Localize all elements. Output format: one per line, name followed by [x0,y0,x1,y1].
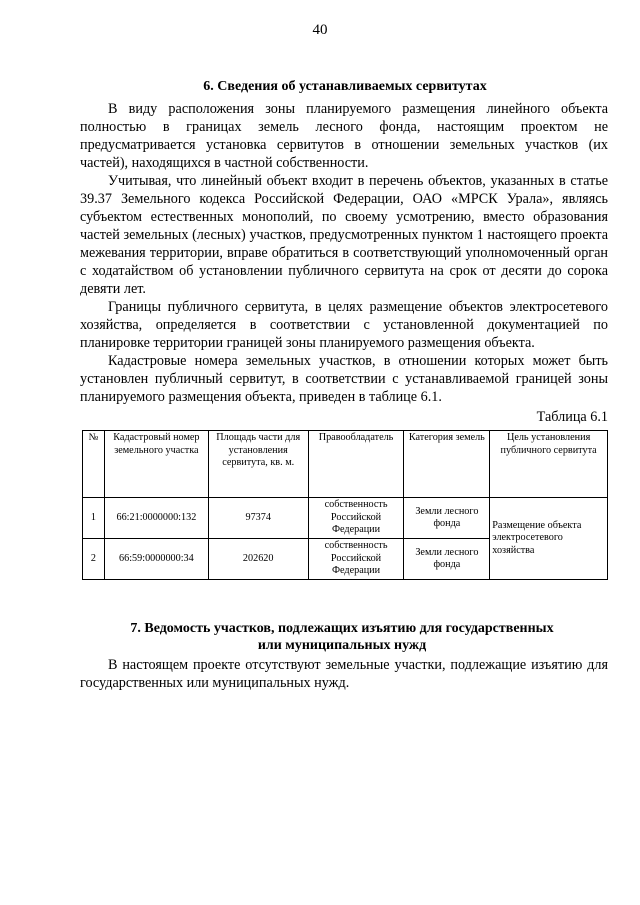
cell-purpose: Размещение объекта электросетевого хозяйства [490,498,608,580]
cell-cadastral: 66:59:0000000:34 [104,539,208,580]
cell-area: 97374 [208,498,308,539]
cell-category: Земли лесного фонда [404,498,490,539]
paragraph: Кадастровые номера земельных участков, в отношении которых может быть установлен публичный сервитут, в соответствии с устанавливаемой границей зоны планируемого размещения объекта, приведен в таблице 6.1. [80,353,608,405]
paragraph: В настоящем проекте отсутствуют земельные участки, подлежащие изъятию для государственных или муниципальных нужд. [80,657,608,691]
section-7-heading [92,620,592,654]
section-7-heading-line1: 7. Ведомость участков, подлежащих изъятию для государственных [130,621,554,636]
header-owner: Правообладатель [308,431,404,498]
header-num: № [83,431,105,498]
cell-area: 202620 [208,539,308,580]
section-7-body [80,656,608,692]
header-category: Категория земель [404,431,490,498]
paragraph: В виду расположения зоны планируемого размещения линейного объекта полностью в границах земель лесного фонда, настоящим проектом не предусматривается установка сервитутов в отношении земельных участков (их частей), находящихся в частной собственности. [80,101,608,171]
cell-cadastral: 66:21:0000000:132 [104,498,208,539]
cell-num: 1 [83,498,105,539]
header-area: Площадь части для установления сервитута, кв. м. [208,431,308,498]
header-cadastral: Кадастровый номер земельного участка [104,431,208,498]
section-6-body [80,100,608,406]
cell-owner: собственность Российской Федерации [308,539,404,580]
cell-num: 2 [83,539,105,580]
paragraph: Учитывая, что линейный объект входит в перечень объектов, указанных в статье 39.37 Земельного кодекса Российской Федерации, ОАО «МРСК Урала», являясь субъектом естественных монополий, по своему усмотрению, вместо образования частей земельных (лесных) участков, предусмотренных пунктом 1 настоящего проекта межевания территории, вправе обратиться в соответствующий уполномоченный орган с ходатайством об установлении публичного сервитута на срок от десяти до сорока девяти лет. [80,173,608,297]
page-number: 40 [312,22,328,38]
cell-owner: собственность Российской Федерации [308,498,404,539]
table-row [83,498,608,539]
header-purpose: Цель установления публичного сервитута [490,431,608,498]
section-7-heading-line2: или муниципальных нужд [257,638,427,653]
servitude-table [82,430,608,580]
table-caption: Таблица 6.1 [536,409,608,425]
table-header-row [83,431,608,498]
paragraph: Границы публичного сервитута, в целях размещение объектов электросетевого хозяйства, определяется в соответствии с установленной документацией по планировке территории границей зоны планируемого размещения объекта. [80,299,608,351]
section-6-heading: 6. Сведения об устанавливаемых сервитутах [203,79,487,94]
cell-category: Земли лесного фонда [404,539,490,580]
